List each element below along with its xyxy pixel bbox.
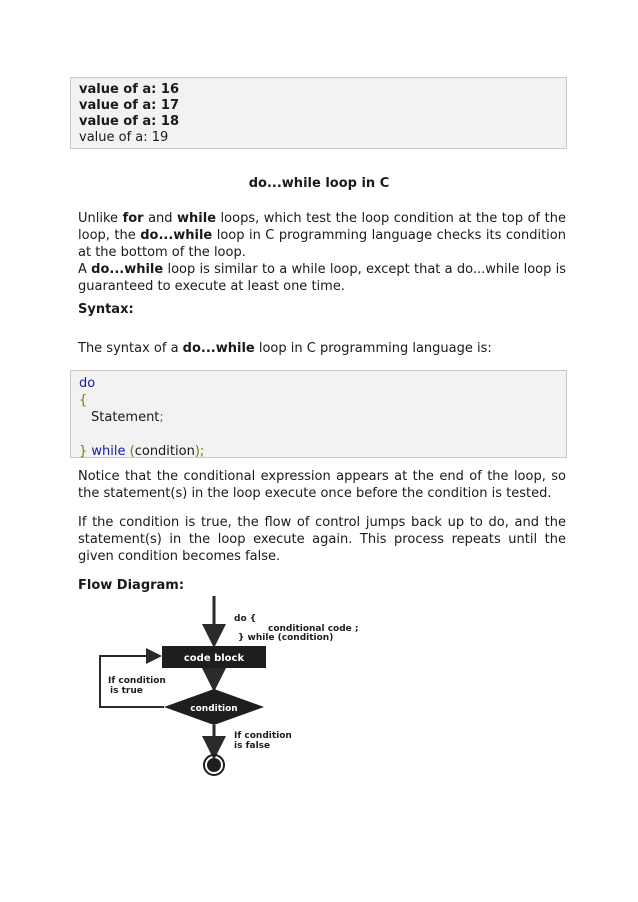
text-run: loops, which test the loop condition at the top of the loop, the	[78, 211, 566, 243]
code-semicolon: ;	[159, 410, 164, 425]
keyword-dowhile: do...while	[182, 341, 255, 356]
code-condition: condition	[134, 444, 195, 459]
true-label-line2: is true	[110, 686, 143, 696]
true-label-line1: If condition	[108, 676, 166, 686]
keyword-while: while	[177, 211, 217, 226]
code-brace-open: {	[79, 393, 88, 408]
keyword-for: for	[122, 211, 144, 226]
output-line: value of a: 17	[79, 98, 180, 113]
diagram-while-label: } while (condition)	[238, 633, 334, 643]
code-brace-close: }	[79, 444, 88, 459]
text-run: loop in C programming language checks its condition at the bottom of the loop.	[78, 228, 566, 260]
flow-heading: Flow Diagram:	[78, 578, 185, 593]
text-run: The syntax of a	[78, 341, 183, 356]
section-title: do...while loop in C	[248, 176, 390, 191]
diagram-do-label: do {	[234, 614, 257, 624]
false-label-line2: is false	[234, 741, 271, 751]
code-keyword-while: while	[87, 444, 130, 459]
syntax-heading: Syntax:	[78, 302, 134, 317]
end-node-dot	[207, 758, 221, 772]
diagram-conditional-code: conditional code ;	[268, 624, 359, 634]
code-paren: (	[129, 444, 135, 459]
text-run: Unlike	[78, 211, 123, 226]
notice-paragraph: Notice that the conditional expression appears at the end of the loop, so the statement(s) in the loop execute once before the condition is tested.	[78, 469, 566, 501]
code-paren: )	[194, 444, 200, 459]
output-line: value of a: 18	[79, 114, 180, 129]
code-block-label: code block	[183, 653, 245, 664]
text-run: and	[143, 211, 178, 226]
text-run: loop in C programming language is:	[254, 341, 492, 356]
condition-label: condition	[190, 704, 238, 714]
keyword-dowhile: do...while	[91, 262, 164, 277]
code-keyword-do: do	[79, 376, 96, 391]
condition-paragraph: If the condition is true, the flow of control jumps back up to do, and the statement(s) in the loop execute again. This process repeats until the given condition becomes false.	[78, 515, 566, 564]
false-label-line1: If condition	[234, 731, 292, 741]
code-semicolon: ;	[199, 444, 205, 459]
text-run: A	[78, 262, 92, 277]
code-statement: Statement	[91, 410, 160, 425]
output-line: value of a: 16	[79, 82, 180, 97]
text-run: loop is similar to a while loop, except that a do...while loop is guaranteed to execute at least one time.	[78, 262, 566, 294]
keyword-dowhile: do...while	[140, 228, 213, 243]
output-line: value of a: 19	[79, 130, 169, 145]
